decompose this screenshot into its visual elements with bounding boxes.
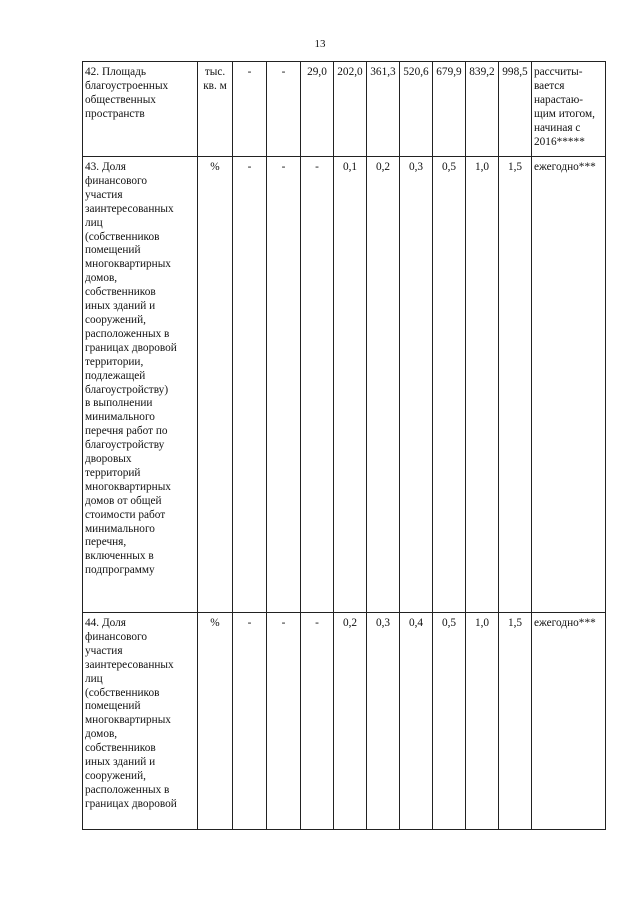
note-cell — [532, 157, 606, 613]
value-cell: 0,2 — [367, 157, 400, 613]
indicator-name-line: участия — [85, 188, 123, 201]
note-line: ежегодно*** — [534, 161, 596, 173]
indicator-name-line: 44. Доля — [85, 617, 126, 629]
page-number: 13 — [314, 38, 326, 50]
note-line: щим итогом, — [534, 107, 595, 120]
indicator-name-line: 43. Доля — [85, 161, 126, 173]
value-cell: - — [233, 613, 267, 830]
indicator-name-line: минимального — [85, 411, 155, 424]
indicator-name-line: благоустроенных — [85, 79, 169, 92]
note-line: нарастаю- — [534, 93, 584, 106]
table-row — [83, 157, 606, 613]
indicator-name-line: пространств — [85, 107, 145, 120]
indicator-name-line: включенных в — [85, 550, 154, 563]
value-cell: - — [233, 62, 267, 157]
indicator-name-line: многоквартирных — [85, 480, 171, 493]
indicator-name-line: собственников — [85, 286, 156, 299]
value-cell: 1,5 — [499, 157, 532, 613]
indicator-name-line: стоимости работ — [85, 508, 166, 521]
indicator-name-line: благоустройству — [85, 439, 165, 452]
indicator-name-cell — [83, 62, 198, 157]
note-cell — [532, 62, 606, 157]
indicator-name-line: минимального — [85, 522, 155, 535]
indicator-name-line: домов, — [85, 728, 118, 741]
indicator-name-line: (собственников — [85, 230, 160, 243]
indicator-name-line: сооружений, — [85, 769, 146, 782]
table-row — [83, 62, 606, 157]
indicator-name-line: перечня работ по — [85, 425, 168, 438]
value-cell: 361,3 — [367, 62, 400, 157]
unit-cell — [198, 613, 233, 830]
value-cell: 0,5 — [433, 613, 466, 830]
value-cell: 202,0 — [334, 62, 367, 157]
indicator-name-line: подпрограмму — [85, 564, 155, 577]
indicator-name-cell — [83, 613, 198, 830]
value-cell: 839,2 — [466, 62, 499, 157]
note-line: 2016***** — [534, 135, 585, 148]
value-cell: 998,5 — [499, 62, 532, 157]
indicator-name-line: дворовых — [85, 453, 132, 466]
value-cell: 0,4 — [400, 613, 433, 830]
value-cell: 679,9 — [433, 62, 466, 157]
indicator-name-line: 42. Площадь — [85, 66, 147, 78]
value-cell: 0,2 — [334, 613, 367, 830]
indicator-name-line: подлежащей — [85, 369, 146, 382]
indicator-name-line: перечня, — [85, 536, 127, 549]
value-cell: 1,0 — [466, 613, 499, 830]
indicator-name-line: иных зданий и — [85, 300, 156, 313]
unit-line: кв. м — [203, 79, 227, 92]
indicator-name-line: финансового — [85, 174, 148, 187]
value-cell: - — [301, 613, 334, 830]
value-cell: - — [233, 157, 267, 613]
value-cell: 520,6 — [400, 62, 433, 157]
table-row — [83, 613, 606, 830]
indicator-name-line: участия — [85, 644, 123, 657]
unit-line: % — [210, 161, 220, 173]
indicator-name-line: домов, — [85, 272, 118, 285]
value-cell: - — [267, 62, 301, 157]
value-cell: 1,5 — [499, 613, 532, 830]
value-cell: 29,0 — [301, 62, 334, 157]
indicator-name-line: домов от общей — [85, 494, 162, 507]
indicator-name-line: благоустройству) — [85, 383, 169, 396]
indicator-name-line: расположенных в — [85, 783, 170, 796]
value-cell: 0,5 — [433, 157, 466, 613]
indicator-name-line: лиц — [85, 216, 103, 229]
unit-line: % — [210, 617, 220, 629]
value-cell: 0,1 — [334, 157, 367, 613]
indicator-name-line: заинтересованных — [85, 202, 174, 215]
value-cell: 0,3 — [400, 157, 433, 613]
indicator-name-line: финансового — [85, 630, 148, 643]
indicator-name-line: многоквартирных — [85, 258, 171, 271]
indicator-name-line: (собственников — [85, 686, 160, 699]
value-cell: 1,0 — [466, 157, 499, 613]
value-cell: 0,3 — [367, 613, 400, 830]
indicator-name-line: границах дворовой — [85, 341, 177, 354]
indicator-name-line: в выполнении — [85, 397, 153, 410]
value-cell: - — [301, 157, 334, 613]
indicator-name-line: сооружений, — [85, 313, 146, 326]
indicator-name-line: территории, — [85, 355, 144, 368]
note-cell — [532, 613, 606, 830]
unit-line: тыс. — [204, 66, 226, 78]
value-cell: - — [267, 157, 301, 613]
indicator-name-line: помещений — [85, 244, 141, 257]
indicator-name-cell — [83, 157, 198, 613]
indicator-name-line: помещений — [85, 700, 141, 713]
unit-cell — [198, 62, 233, 157]
indicators-table — [82, 61, 606, 830]
value-cell: - — [267, 613, 301, 830]
indicator-name-line: территорий — [85, 466, 141, 479]
note-line: вается — [534, 79, 565, 92]
indicator-name-line: общественных — [85, 93, 156, 106]
indicator-name-line: иных зданий и — [85, 756, 156, 769]
note-line: начиная с — [534, 121, 581, 134]
indicator-name-line: расположенных в — [85, 327, 170, 340]
indicator-name-line: лиц — [85, 672, 103, 685]
indicator-name-line: собственников — [85, 742, 156, 755]
indicator-name-line: границах дворовой — [85, 797, 177, 810]
note-line: ежегодно*** — [534, 617, 596, 629]
indicator-name-line: многоквартирных — [85, 714, 171, 727]
indicator-name-line: заинтересованных — [85, 658, 174, 671]
note-line: рассчиты- — [534, 66, 583, 78]
unit-cell — [198, 157, 233, 613]
